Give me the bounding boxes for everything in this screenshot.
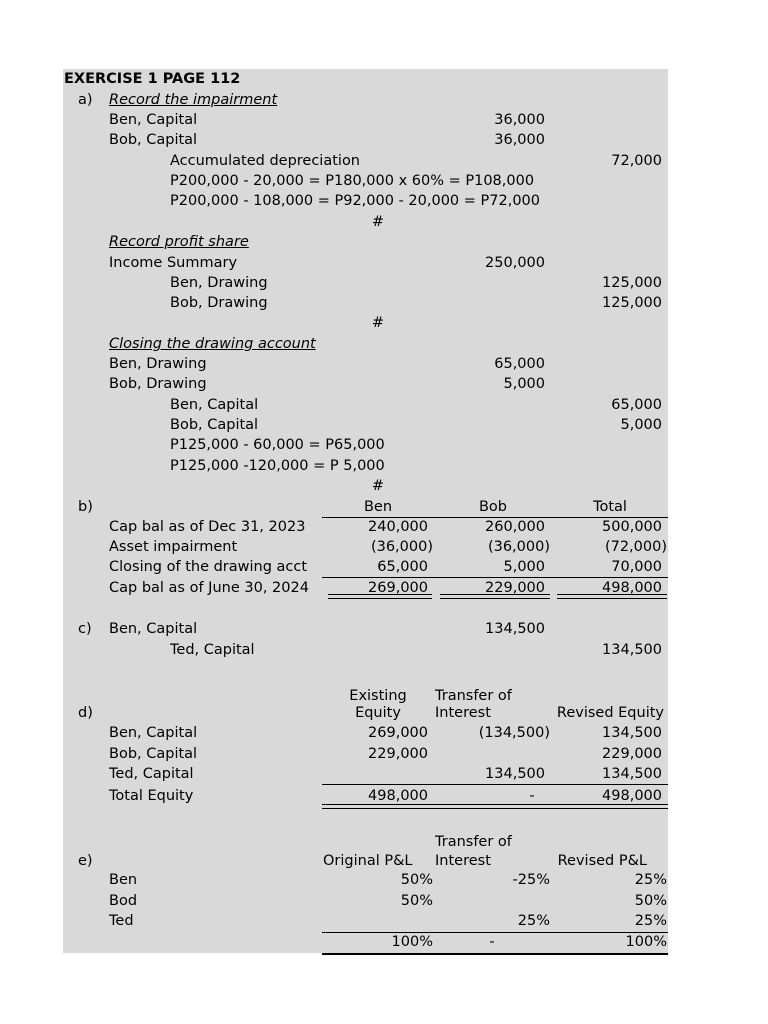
row-label: Bod bbox=[109, 893, 138, 909]
cell-ben: 240,000 bbox=[368, 519, 428, 535]
row-label: Ted, Capital bbox=[109, 766, 194, 782]
row-label: Total Equity bbox=[109, 788, 194, 804]
journal-account: Bob, Capital bbox=[170, 417, 259, 433]
cell-revised: 134,500 bbox=[602, 766, 662, 782]
journal-debit: 5,000 bbox=[503, 376, 545, 392]
journal-account: Income Summary bbox=[109, 255, 238, 271]
journal-credit: 72,000 bbox=[611, 153, 662, 169]
cell-bob: (36,000) bbox=[487, 539, 550, 555]
cell-transfer: (134,500) bbox=[478, 725, 550, 741]
total-double-rule bbox=[328, 594, 432, 599]
section-b-marker: b) bbox=[78, 499, 93, 515]
journal-debit: 134,500 bbox=[485, 621, 545, 637]
journal-credit: 125,000 bbox=[602, 295, 662, 311]
row-label: Ben bbox=[109, 872, 138, 888]
calculation-note: P200,000 - 108,000 = P92,000 - 20,000 = P72,000 bbox=[170, 193, 540, 209]
cell-revised: 229,000 bbox=[602, 746, 662, 762]
journal-credit: 65,000 bbox=[611, 397, 662, 413]
heading-record-profit-share: Record profit share bbox=[109, 234, 249, 250]
column-header-revised: Revised P&L bbox=[557, 853, 647, 869]
journal-account: Bob, Capital bbox=[109, 132, 198, 148]
journal-account: Ted, Capital bbox=[170, 642, 255, 658]
section-e-marker: e) bbox=[78, 853, 93, 869]
journal-debit: 65,000 bbox=[494, 356, 545, 372]
column-header-revised: Revised Equity bbox=[556, 705, 664, 721]
cell-transfer: -25% bbox=[512, 872, 550, 888]
cell-revised: 25% bbox=[634, 872, 667, 888]
row-label: Ben, Capital bbox=[109, 725, 198, 741]
column-header-existing: Existing bbox=[349, 688, 407, 704]
cell-original: 50% bbox=[400, 872, 433, 888]
total-double-rule bbox=[440, 594, 550, 599]
section-d-marker: d) bbox=[78, 705, 93, 721]
row-label: Ted bbox=[109, 913, 134, 929]
cell-ben: 65,000 bbox=[377, 559, 428, 575]
calculation-note: P125,000 -120,000 = P 5,000 bbox=[170, 458, 385, 474]
cell-revised: 25% bbox=[634, 913, 667, 929]
journal-account: Accumulated depreciation bbox=[170, 153, 361, 169]
column-header-existing-2: Equity bbox=[355, 705, 401, 721]
heading-closing-drawing: Closing the drawing account bbox=[109, 336, 316, 352]
cell-total: 500,000 bbox=[602, 519, 662, 535]
journal-account: Bob, Drawing bbox=[109, 376, 207, 392]
separator-hash: # bbox=[371, 478, 385, 494]
column-header-transfer-2: Interest bbox=[435, 705, 491, 721]
cell-ben: 269,000 bbox=[368, 580, 428, 596]
total-double-rule bbox=[557, 594, 667, 599]
calculation-note: P200,000 - 20,000 = P180,000 x 60% = P108,000 bbox=[170, 173, 535, 189]
row-label: Bob, Capital bbox=[109, 746, 198, 762]
cell-bob: 5,000 bbox=[503, 559, 545, 575]
separator-hash: # bbox=[371, 315, 385, 331]
cell-total: (72,000) bbox=[604, 539, 667, 555]
cell-revised: 50% bbox=[634, 893, 667, 909]
calculation-note: P125,000 - 60,000 = P65,000 bbox=[170, 437, 385, 453]
cell-total: 70,000 bbox=[611, 559, 662, 575]
journal-debit: 36,000 bbox=[494, 112, 545, 128]
cell-existing: 229,000 bbox=[368, 746, 428, 762]
column-header-transfer-2: Interest bbox=[435, 853, 491, 869]
cell-existing: 498,000 bbox=[368, 788, 428, 804]
subtotal-rule bbox=[322, 784, 668, 785]
section-c-marker: c) bbox=[78, 621, 92, 637]
separator-hash: # bbox=[371, 214, 385, 230]
journal-account: Ben, Capital bbox=[109, 621, 198, 637]
row-label: Asset impairment bbox=[109, 539, 238, 555]
heading-record-impairment: Record the impairment bbox=[109, 92, 278, 108]
total-double-rule bbox=[322, 804, 668, 809]
column-header-original: Original P&L bbox=[323, 853, 413, 869]
cell-revised: 100% bbox=[625, 934, 667, 950]
journal-account: Ben, Drawing bbox=[170, 275, 268, 291]
journal-account: Ben, Drawing bbox=[109, 356, 207, 372]
journal-account: Bob, Drawing bbox=[170, 295, 268, 311]
row-label: Cap bal as of June 30, 2024 bbox=[109, 580, 309, 596]
column-header-ben: Ben bbox=[363, 499, 393, 515]
journal-account: Ben, Capital bbox=[170, 397, 259, 413]
row-label: Closing of the drawing acct bbox=[109, 559, 308, 575]
column-header-total: Total bbox=[593, 499, 627, 515]
column-header-bob: Bob bbox=[478, 499, 508, 515]
cell-transfer: - bbox=[529, 788, 535, 804]
cell-transfer: 134,500 bbox=[485, 766, 545, 782]
cell-bob: 260,000 bbox=[485, 519, 545, 535]
total-rule bbox=[322, 953, 668, 955]
cell-transfer: - bbox=[489, 934, 495, 950]
cell-original: 100% bbox=[391, 934, 433, 950]
cell-ben: (36,000) bbox=[370, 539, 433, 555]
column-header-transfer: Transfer of bbox=[435, 688, 512, 704]
column-header-transfer: Transfer of bbox=[435, 834, 512, 850]
journal-credit: 125,000 bbox=[602, 275, 662, 291]
journal-debit: 250,000 bbox=[485, 255, 545, 271]
journal-account: Ben, Capital bbox=[109, 112, 198, 128]
section-a-marker: a) bbox=[78, 92, 93, 108]
cell-existing: 269,000 bbox=[368, 725, 428, 741]
journal-credit: 134,500 bbox=[602, 642, 662, 658]
cell-bob: 229,000 bbox=[485, 580, 545, 596]
row-label: Cap bal as of Dec 31, 2023 bbox=[109, 519, 306, 535]
exercise-title: EXERCISE 1 PAGE 112 bbox=[64, 71, 241, 87]
cell-transfer: 25% bbox=[517, 913, 550, 929]
cell-revised: 134,500 bbox=[602, 725, 662, 741]
cell-original: 50% bbox=[400, 893, 433, 909]
cell-revised: 498,000 bbox=[602, 788, 662, 804]
cell-total: 498,000 bbox=[602, 580, 662, 596]
journal-credit: 5,000 bbox=[620, 417, 662, 433]
journal-debit: 36,000 bbox=[494, 132, 545, 148]
